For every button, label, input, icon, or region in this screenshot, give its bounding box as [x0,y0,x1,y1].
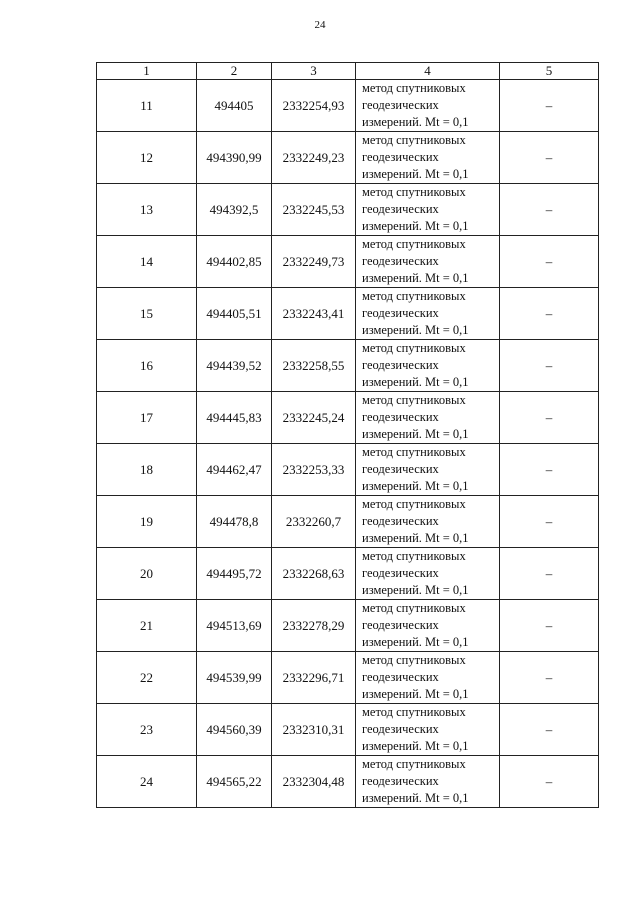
column-header-5: 5 [500,63,599,80]
coordinate-y-cell: 2332260,7 [272,496,356,548]
method-cell [356,600,500,652]
method-text-line: измерений. Mt = 0,1 [362,791,469,805]
note-cell: – [500,184,599,236]
method-text-line: геодезических [362,306,439,320]
coordinate-x-cell: 494478,8 [197,496,272,548]
table-row [97,288,599,340]
table-row [97,392,599,444]
coordinate-y-cell: 2332310,31 [272,704,356,756]
method-text-line: метод спутниковых [362,289,466,303]
page-number: 24 [314,19,326,31]
method-cell [356,392,500,444]
method-text-line: геодезических [362,410,439,424]
table-row [97,600,599,652]
coordinate-y-cell: 2332258,55 [272,340,356,392]
method-text-line: измерений. Mt = 0,1 [362,167,469,181]
coordinate-y-cell: 2332254,93 [272,80,356,132]
method-text-line: метод спутниковых [362,237,466,251]
coordinate-y-cell: 2332243,41 [272,288,356,340]
point-number-cell: 21 [97,600,197,652]
coordinate-x-cell: 494539,99 [197,652,272,704]
point-number-cell: 12 [97,132,197,184]
coordinate-y-cell: 2332278,29 [272,600,356,652]
method-text-line: геодезических [362,722,439,736]
coordinate-y-cell: 2332245,24 [272,392,356,444]
note-cell: – [500,652,599,704]
method-text-line: геодезических [362,774,439,788]
note-cell: – [500,496,599,548]
point-number-cell: 19 [97,496,197,548]
method-text-line: метод спутниковых [362,445,466,459]
method-text-line: геодезических [362,618,439,632]
method-text-line: метод спутниковых [362,549,466,563]
note-cell: – [500,80,599,132]
table-header-row [97,63,599,80]
point-number-cell: 22 [97,652,197,704]
method-text-line: геодезических [362,462,439,476]
method-text-line: метод спутниковых [362,341,466,355]
coordinate-y-cell: 2332304,48 [272,756,356,808]
method-cell [356,496,500,548]
method-text-line: метод спутниковых [362,653,466,667]
method-text-line: измерений. Mt = 0,1 [362,219,469,233]
coordinate-y-cell: 2332249,73 [272,236,356,288]
table-row [97,548,599,600]
method-text-line: измерений. Mt = 0,1 [362,271,469,285]
method-text-line: метод спутниковых [362,185,466,199]
method-text-line: метод спутниковых [362,133,466,147]
method-text-line: метод спутниковых [362,393,466,407]
point-number-cell: 17 [97,392,197,444]
method-text-line: метод спутниковых [362,601,466,615]
method-text-line: измерений. Mt = 0,1 [362,739,469,753]
method-text-line: измерений. Mt = 0,1 [362,323,469,337]
coordinate-y-cell: 2332249,23 [272,132,356,184]
method-text-line: метод спутниковых [362,81,466,95]
method-cell [356,80,500,132]
point-number-cell: 16 [97,340,197,392]
method-text-line: геодезических [362,150,439,164]
method-cell [356,652,500,704]
point-number-cell: 23 [97,704,197,756]
coordinate-x-cell: 494445,83 [197,392,272,444]
table-row [97,496,599,548]
method-cell [356,704,500,756]
method-cell [356,444,500,496]
method-cell [356,288,500,340]
coordinate-y-cell: 2332245,53 [272,184,356,236]
table-row [97,444,599,496]
method-text-line: измерений. Mt = 0,1 [362,583,469,597]
method-text-line: измерений. Mt = 0,1 [362,115,469,129]
table-body [97,80,599,808]
note-cell: – [500,548,599,600]
note-cell: – [500,704,599,756]
method-cell [356,340,500,392]
point-number-cell: 15 [97,288,197,340]
method-text-line: геодезических [362,514,439,528]
coordinate-x-cell: 494405,51 [197,288,272,340]
point-number-cell: 18 [97,444,197,496]
point-number-cell: 20 [97,548,197,600]
method-text-line: измерений. Mt = 0,1 [362,479,469,493]
method-text-line: измерений. Mt = 0,1 [362,427,469,441]
column-header-1: 1 [97,63,197,80]
method-text-line: измерений. Mt = 0,1 [362,635,469,649]
method-text-line: метод спутниковых [362,497,466,511]
column-header-3: 3 [272,63,356,80]
coordinate-x-cell: 494513,69 [197,600,272,652]
point-number-cell: 11 [97,80,197,132]
table-row [97,756,599,808]
coordinate-x-cell: 494560,39 [197,704,272,756]
coordinate-y-cell: 2332268,63 [272,548,356,600]
note-cell: – [500,340,599,392]
table-row [97,704,599,756]
coordinate-x-cell: 494495,72 [197,548,272,600]
method-cell [356,236,500,288]
note-cell: – [500,444,599,496]
note-cell: – [500,756,599,808]
method-text-line: геодезических [362,98,439,112]
coordinate-x-cell: 494565,22 [197,756,272,808]
table-row [97,184,599,236]
method-text-line: геодезических [362,358,439,372]
coordinate-y-cell: 2332253,33 [272,444,356,496]
column-header-4: 4 [356,63,500,80]
method-text-line: геодезических [362,254,439,268]
point-number-cell: 13 [97,184,197,236]
note-cell: – [500,600,599,652]
coordinate-x-cell: 494462,47 [197,444,272,496]
method-text-line: измерений. Mt = 0,1 [362,375,469,389]
method-text-line: геодезических [362,566,439,580]
method-text-line: геодезических [362,202,439,216]
point-number-cell: 24 [97,756,197,808]
coordinate-x-cell: 494402,85 [197,236,272,288]
note-cell: – [500,132,599,184]
method-cell [356,184,500,236]
point-number-cell: 14 [97,236,197,288]
note-cell: – [500,236,599,288]
coordinate-x-cell: 494405 [197,80,272,132]
coordinates-table [96,62,599,808]
coordinate-y-cell: 2332296,71 [272,652,356,704]
coordinate-x-cell: 494392,5 [197,184,272,236]
note-cell: – [500,288,599,340]
method-text-line: измерений. Mt = 0,1 [362,687,469,701]
table-row [97,340,599,392]
table-row [97,132,599,184]
column-header-2: 2 [197,63,272,80]
method-text-line: измерений. Mt = 0,1 [362,531,469,545]
table-row [97,80,599,132]
coordinate-x-cell: 494390,99 [197,132,272,184]
note-cell: – [500,392,599,444]
method-cell [356,756,500,808]
coordinate-x-cell: 494439,52 [197,340,272,392]
method-text-line: метод спутниковых [362,705,466,719]
method-cell [356,548,500,600]
method-text-line: геодезических [362,670,439,684]
table-row [97,236,599,288]
table-row [97,652,599,704]
method-text-line: метод спутниковых [362,757,466,771]
method-cell [356,132,500,184]
